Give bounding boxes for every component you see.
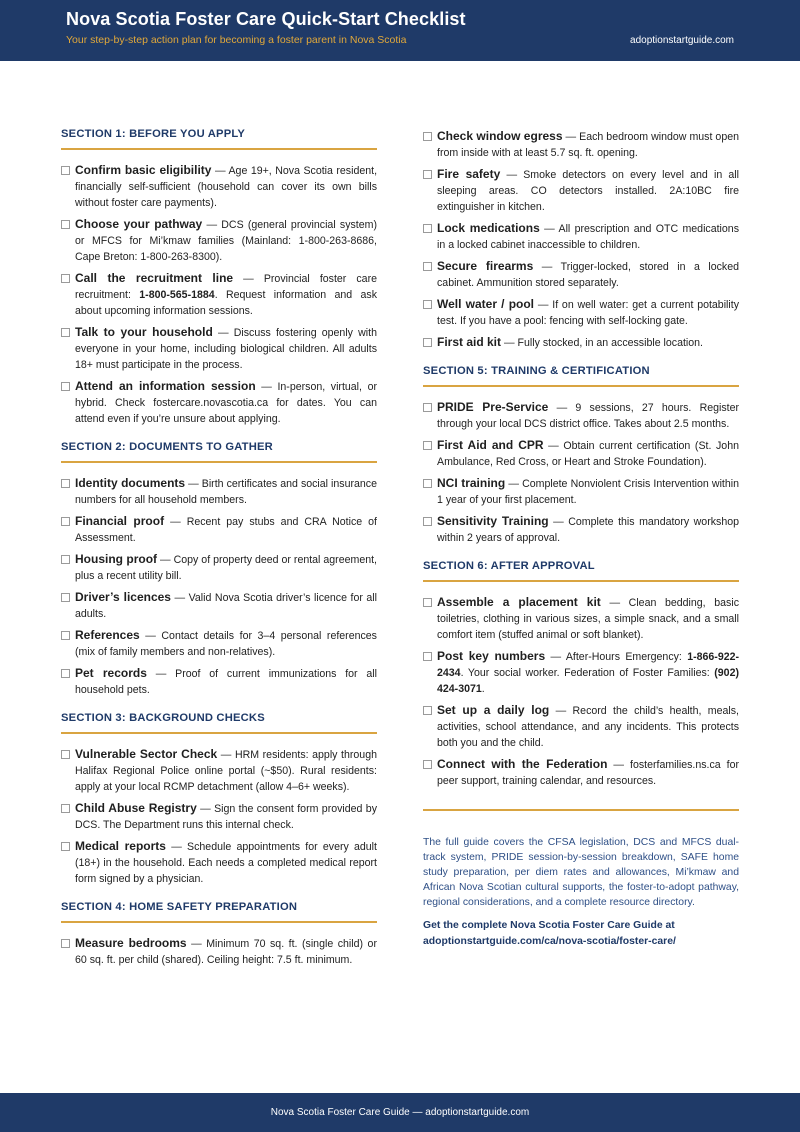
checklist-item: Fire safety — Smoke detectors on every level and in all sleeping areas. CO detectors installed. 2A:10BC fire extinguisher in kitchen. bbox=[423, 166, 739, 215]
item-text: After-Hours Emergency: bbox=[565, 651, 682, 663]
checklist-item: NCI training — Complete Nonviolent Crisis Intervention within 1 year of your first placement. bbox=[423, 475, 739, 508]
checkbox[interactable] bbox=[61, 750, 70, 759]
item-name: Call the recruitment line bbox=[75, 271, 234, 285]
item-text: Trigger-locked, stored in a locked cabinet. Ammunition stored separately. bbox=[437, 261, 739, 289]
checkbox[interactable] bbox=[61, 842, 70, 851]
section-training bbox=[423, 365, 739, 546]
item-text: Contact details for 3–4 personal references (mix of family members and non-relatives). bbox=[75, 630, 377, 658]
section-home-safety bbox=[61, 901, 377, 968]
item-text: . Request information and ask about upcoming information sessions. bbox=[75, 289, 377, 317]
item-text: In-person, virtual, or hybrid. Check fostercare.novascotia.ca for dates. You can attend even if you’re unsure about applying. bbox=[75, 381, 377, 425]
item-name: Lock medications bbox=[437, 221, 540, 235]
checkbox[interactable] bbox=[61, 220, 70, 229]
section-background-checks bbox=[61, 712, 377, 887]
checkbox[interactable] bbox=[61, 479, 70, 488]
item-text: Minimum 70 sq. ft. (single child) or 60 sq. ft. per child (shared). Ceiling height: 7.5 ft. minimum. bbox=[75, 938, 377, 966]
checklist-item: Assemble a placement kit — Clean bedding, basic toiletries, clothing in various sizes, a simple snack, and a small comfort item (stuffed animal or soft blanket). bbox=[423, 594, 739, 643]
checkbox[interactable] bbox=[423, 132, 432, 141]
item-text: HRM residents: apply through Halifax Regional Police online portal (~$50). Rural residents: apply at your local RCMP detachment (allow 4–6+ weeks). bbox=[75, 749, 377, 793]
checklist-item: Sensitivity Training — Complete this mandatory workshop within 2 years of approval. bbox=[423, 513, 739, 546]
recruitment-phone: 1-800-565-1884 bbox=[139, 289, 215, 301]
item-name: First aid kit bbox=[437, 335, 502, 349]
item-name: Child Abuse Registry bbox=[75, 801, 197, 815]
checklist-item: Identity documents — Birth certificates and social insurance numbers for all household members. bbox=[61, 475, 377, 508]
checkbox[interactable] bbox=[61, 274, 70, 283]
item-text: . bbox=[481, 683, 485, 695]
checklist-item: Attend an information session — In-person, virtual, or hybrid. Check fostercare.novascotia.ca for dates. You can attend even if you’re unsure about applying. bbox=[61, 378, 377, 427]
item-text: Copy of property deed or rental agreement, plus a recent utility bill. bbox=[75, 554, 377, 582]
page-title: Nova Scotia Foster Care Quick-Start Checklist bbox=[66, 9, 466, 29]
section-documents bbox=[61, 441, 377, 698]
item-text: Complete this mandatory workshop within 2 years of approval. bbox=[437, 516, 739, 544]
item-text: Complete Nonviolent Crisis Intervention within 1 year of your first placement. bbox=[437, 478, 740, 506]
item-name: Housing proof bbox=[75, 552, 158, 566]
item-name: Attend an information session bbox=[75, 379, 256, 393]
item-name: Vulnerable Sector Check bbox=[75, 747, 218, 761]
item-text: DCS (general provincial system) or MFCS for Mi’kmaw families (Mainland: 1-800-263-8686, Cape Breton: 1-800-263-8300). bbox=[75, 219, 377, 263]
checkbox[interactable] bbox=[423, 441, 432, 450]
checklist-item: Vulnerable Sector Check — HRM residents: apply through Halifax Regional Police online portal (~$50). Rural residents: apply at your local RCMP detachment (allow 4–6+ weeks). bbox=[61, 746, 377, 795]
checkbox[interactable] bbox=[61, 328, 70, 337]
item-text: All prescription and OTC medications in a locked cabinet inaccessible to children. bbox=[437, 223, 739, 251]
section-title: SECTION 3: BACKGROUND CHECKS bbox=[61, 712, 377, 734]
section-before-you-apply bbox=[61, 128, 377, 427]
checkbox[interactable] bbox=[423, 706, 432, 715]
promo-cta-link[interactable]: Get the complete Nova Scotia Foster Care Guide at adoptionstartguide.com/ca/nova-scotia/foster-care/ bbox=[423, 920, 676, 947]
item-text: fosterfamilies.ns.ca for peer support, training calendar, and resources. bbox=[437, 759, 740, 787]
checklist-item: References — Contact details for 3–4 personal references (mix of family members and non-relatives). bbox=[61, 627, 377, 660]
promo-divider bbox=[423, 809, 739, 811]
checkbox[interactable] bbox=[61, 517, 70, 526]
emergency-phone: 1-866-922-2434 bbox=[437, 651, 740, 679]
checklist-item: Pet records — Proof of current immunizations for all household pets. bbox=[61, 665, 377, 698]
checkbox[interactable] bbox=[61, 804, 70, 813]
item-name: Assemble a placement kit bbox=[437, 595, 601, 609]
item-text: Obtain current certification (St. John Ambulance, Red Cross, or Heart and Stroke Foundation). bbox=[437, 440, 739, 468]
section-home-safety-continued bbox=[423, 128, 739, 351]
item-name: Connect with the Federation bbox=[437, 757, 608, 771]
page-subtitle: Your step-by-step action plan for becoming a foster parent in Nova Scotia bbox=[66, 34, 407, 46]
item-name: Choose your pathway bbox=[75, 217, 203, 231]
checkbox[interactable] bbox=[423, 598, 432, 607]
checklist-item: Driver’s licences — Valid Nova Scotia driver’s licence for all adults. bbox=[61, 589, 377, 622]
item-name: Secure firearms bbox=[437, 259, 534, 273]
checklist-item: Lock medications — All prescription and OTC medications in a locked cabinet inaccessible to children. bbox=[423, 220, 739, 253]
checklist-item: Housing proof — Copy of property deed or rental agreement, plus a recent utility bill. bbox=[61, 551, 377, 584]
item-text: If on well water: get a current potability test. If you have a pool: fencing with self-locking gate. bbox=[437, 299, 740, 327]
item-name: Identity documents bbox=[75, 476, 186, 490]
item-name: References bbox=[75, 628, 140, 642]
checkbox[interactable] bbox=[61, 382, 70, 391]
checklist-item: First aid kit — Fully stocked, in an accessible location. bbox=[423, 334, 739, 351]
section-after-approval bbox=[423, 560, 739, 789]
item-name: Sensitivity Training bbox=[437, 514, 549, 528]
checklist-item: Financial proof — Recent pay stubs and CRA Notice of Assessment. bbox=[61, 513, 377, 546]
promo-text: The full guide covers the CFSA legislation, DCS and MFCS dual-track system, PRIDE session-by-session breakdown, SAFE home study preparation, per diem rates and allowances, Mi’kmaw and African Nova Scotian cultural supports, the foster-to-adopt pathway, regional considerations, and a complete resource directory. bbox=[423, 837, 739, 908]
item-text: Proof of current immunizations for all household pets. bbox=[75, 668, 377, 696]
checkbox[interactable] bbox=[423, 262, 432, 271]
item-name: Confirm basic eligibility bbox=[75, 163, 212, 177]
item-text: Provincial foster care recruitment: bbox=[75, 273, 377, 301]
item-text: 9 sessions, 27 hours. Register through your local DCS district office. Takes about 2.5 months. bbox=[437, 402, 740, 430]
checkbox[interactable] bbox=[61, 166, 70, 175]
checklist-item: Talk to your household — Discuss fostering openly with everyone in your home, including biological children. All adults 18+ must participate in the process. bbox=[61, 324, 377, 373]
item-name: First Aid and CPR bbox=[437, 438, 544, 452]
section-title: SECTION 2: DOCUMENTS TO GATHER bbox=[61, 441, 377, 463]
section-title: SECTION 5: TRAINING & CERTIFICATION bbox=[423, 365, 739, 387]
checklist-item: Connect with the Federation — fosterfamilies.ns.ca for peer support, training calendar, and resources. bbox=[423, 756, 739, 789]
item-name: Pet records bbox=[75, 666, 147, 680]
checkbox[interactable] bbox=[61, 555, 70, 564]
checkbox[interactable] bbox=[423, 403, 432, 412]
item-name: Set up a daily log bbox=[437, 703, 550, 717]
checkbox[interactable] bbox=[61, 593, 70, 602]
item-text: Sign the consent form provided by DCS. The Department runs this internal check. bbox=[75, 803, 377, 831]
item-text: Fully stocked, in an accessible location. bbox=[517, 337, 703, 349]
item-name: Well water / pool bbox=[437, 297, 535, 311]
item-name: Fire safety bbox=[437, 167, 501, 181]
checkbox[interactable] bbox=[61, 939, 70, 948]
item-text: Record the child’s health, meals, activities, school attendance, and any incidents. This protects both you and the child. bbox=[437, 705, 739, 749]
federation-phone: (902) 424-3071 bbox=[437, 667, 739, 695]
item-text: Each bedroom window must open from inside with at least 5.7 sq. ft. opening. bbox=[437, 131, 739, 159]
checklist-item: First Aid and CPR — Obtain current certification (St. John Ambulance, Red Cross, or Heart and Stroke Foundation). bbox=[423, 437, 739, 470]
item-text: Birth certificates and social insurance numbers for all household members. bbox=[75, 478, 377, 506]
checkbox[interactable] bbox=[423, 760, 432, 769]
checklist-item: Secure firearms — Trigger-locked, stored in a locked cabinet. Ammunition stored separately. bbox=[423, 258, 739, 291]
checkbox[interactable] bbox=[423, 338, 432, 347]
item-name: Driver’s licences bbox=[75, 590, 171, 604]
item-name: NCI training bbox=[437, 476, 506, 490]
page-footer bbox=[0, 1093, 800, 1132]
checkbox[interactable] bbox=[61, 631, 70, 640]
item-text: Schedule appointments for every adult (18+) in the household. Each needs a completed medical report form signed by a physician. bbox=[75, 841, 377, 885]
item-name: Check window egress bbox=[437, 129, 563, 143]
section-title: SECTION 1: BEFORE YOU APPLY bbox=[61, 128, 377, 150]
item-text: . Your social worker. Federation of Foster Families: bbox=[460, 667, 710, 679]
item-text: Discuss fostering openly with everyone in your home, including biological children. All adults 18+ must participate in the process. bbox=[75, 327, 377, 371]
checklist-item: Confirm basic eligibility — Age 19+, Nova Scotia resident, financially self-sufficient (household can cover its own bills without foster care payments). bbox=[61, 162, 377, 211]
checklist-item: Medical reports — Schedule appointments for every adult (18+) in the household. Each needs a completed medical report form signed by a physician. bbox=[61, 838, 377, 887]
page-header bbox=[0, 0, 800, 61]
header-site-link[interactable]: adoptionstartguide.com bbox=[630, 35, 734, 46]
checklist-item: Post key numbers — After-Hours Emergency: 1-866-922-2434. Your social worker. Federation of Foster Families: (902) 424-3071. bbox=[423, 648, 739, 697]
checklist-item: PRIDE Pre-Service — 9 sessions, 27 hours. Register through your local DCS district office. Takes about 2.5 months. bbox=[423, 399, 739, 432]
checkbox[interactable] bbox=[423, 300, 432, 309]
checkbox[interactable] bbox=[423, 224, 432, 233]
footer-text: Nova Scotia Foster Care Guide — adoptionstartguide.com bbox=[270, 1107, 530, 1118]
checklist-item: Call the recruitment line — Provincial foster care recruitment: 1-800-565-1884. Request information and ask about upcoming information sessions. bbox=[61, 270, 377, 319]
checkbox[interactable] bbox=[423, 517, 432, 526]
checklist-item: Check window egress — Each bedroom window must open from inside with at least 5.7 sq. ft. opening. bbox=[423, 128, 739, 161]
item-text: Clean bedding, basic toiletries, clothing in various sizes, a simple snack, and a small comfort item (stuffed animal or soft blanket). bbox=[437, 597, 739, 641]
checkbox[interactable] bbox=[423, 170, 432, 179]
item-text: Smoke detectors on every level and in all sleeping areas. CO detectors installed. 2A:10BC fire extinguisher in kitchen. bbox=[437, 169, 739, 213]
checkbox[interactable] bbox=[423, 479, 432, 488]
checkbox[interactable] bbox=[423, 652, 432, 661]
section-title: SECTION 6: AFTER APPROVAL bbox=[423, 560, 739, 582]
checklist-item: Choose your pathway — DCS (general provincial system) or MFCS for Mi’kmaw families (Mainland: 1-800-263-8686, Cape Breton: 1-800-263-8300). bbox=[61, 216, 377, 265]
item-text: Valid Nova Scotia driver’s licence for all adults. bbox=[75, 592, 377, 620]
item-name: Financial proof bbox=[75, 514, 165, 528]
checkbox[interactable] bbox=[61, 669, 70, 678]
right-column bbox=[423, 128, 739, 950]
item-name: Medical reports bbox=[75, 839, 166, 853]
item-name: Measure bedrooms bbox=[75, 936, 187, 950]
item-name: PRIDE Pre-Service bbox=[437, 400, 549, 414]
checklist-item: Child Abuse Registry — Sign the consent form provided by DCS. The Department runs this internal check. bbox=[61, 800, 377, 833]
item-name: Post key numbers bbox=[437, 649, 546, 663]
checklist-item: Measure bedrooms — Minimum 70 sq. ft. (single child) or 60 sq. ft. per child (shared). Ceiling height: 7.5 ft. minimum. bbox=[61, 935, 377, 968]
left-column bbox=[61, 128, 377, 982]
section-title: SECTION 4: HOME SAFETY PREPARATION bbox=[61, 901, 377, 923]
item-text: Recent pay stubs and CRA Notice of Assessment. bbox=[75, 516, 378, 544]
checklist-item: Set up a daily log — Record the child’s health, meals, activities, school attendance, and any incidents. This protects both you and the child. bbox=[423, 702, 739, 751]
checklist-item: Well water / pool — If on well water: get a current potability test. If you have a pool: fencing with self-locking gate. bbox=[423, 296, 739, 329]
item-name: Talk to your household bbox=[75, 325, 213, 339]
item-text: Age 19+, Nova Scotia resident, financially self-sufficient (household can cover its own bills without foster care payments). bbox=[75, 165, 378, 209]
